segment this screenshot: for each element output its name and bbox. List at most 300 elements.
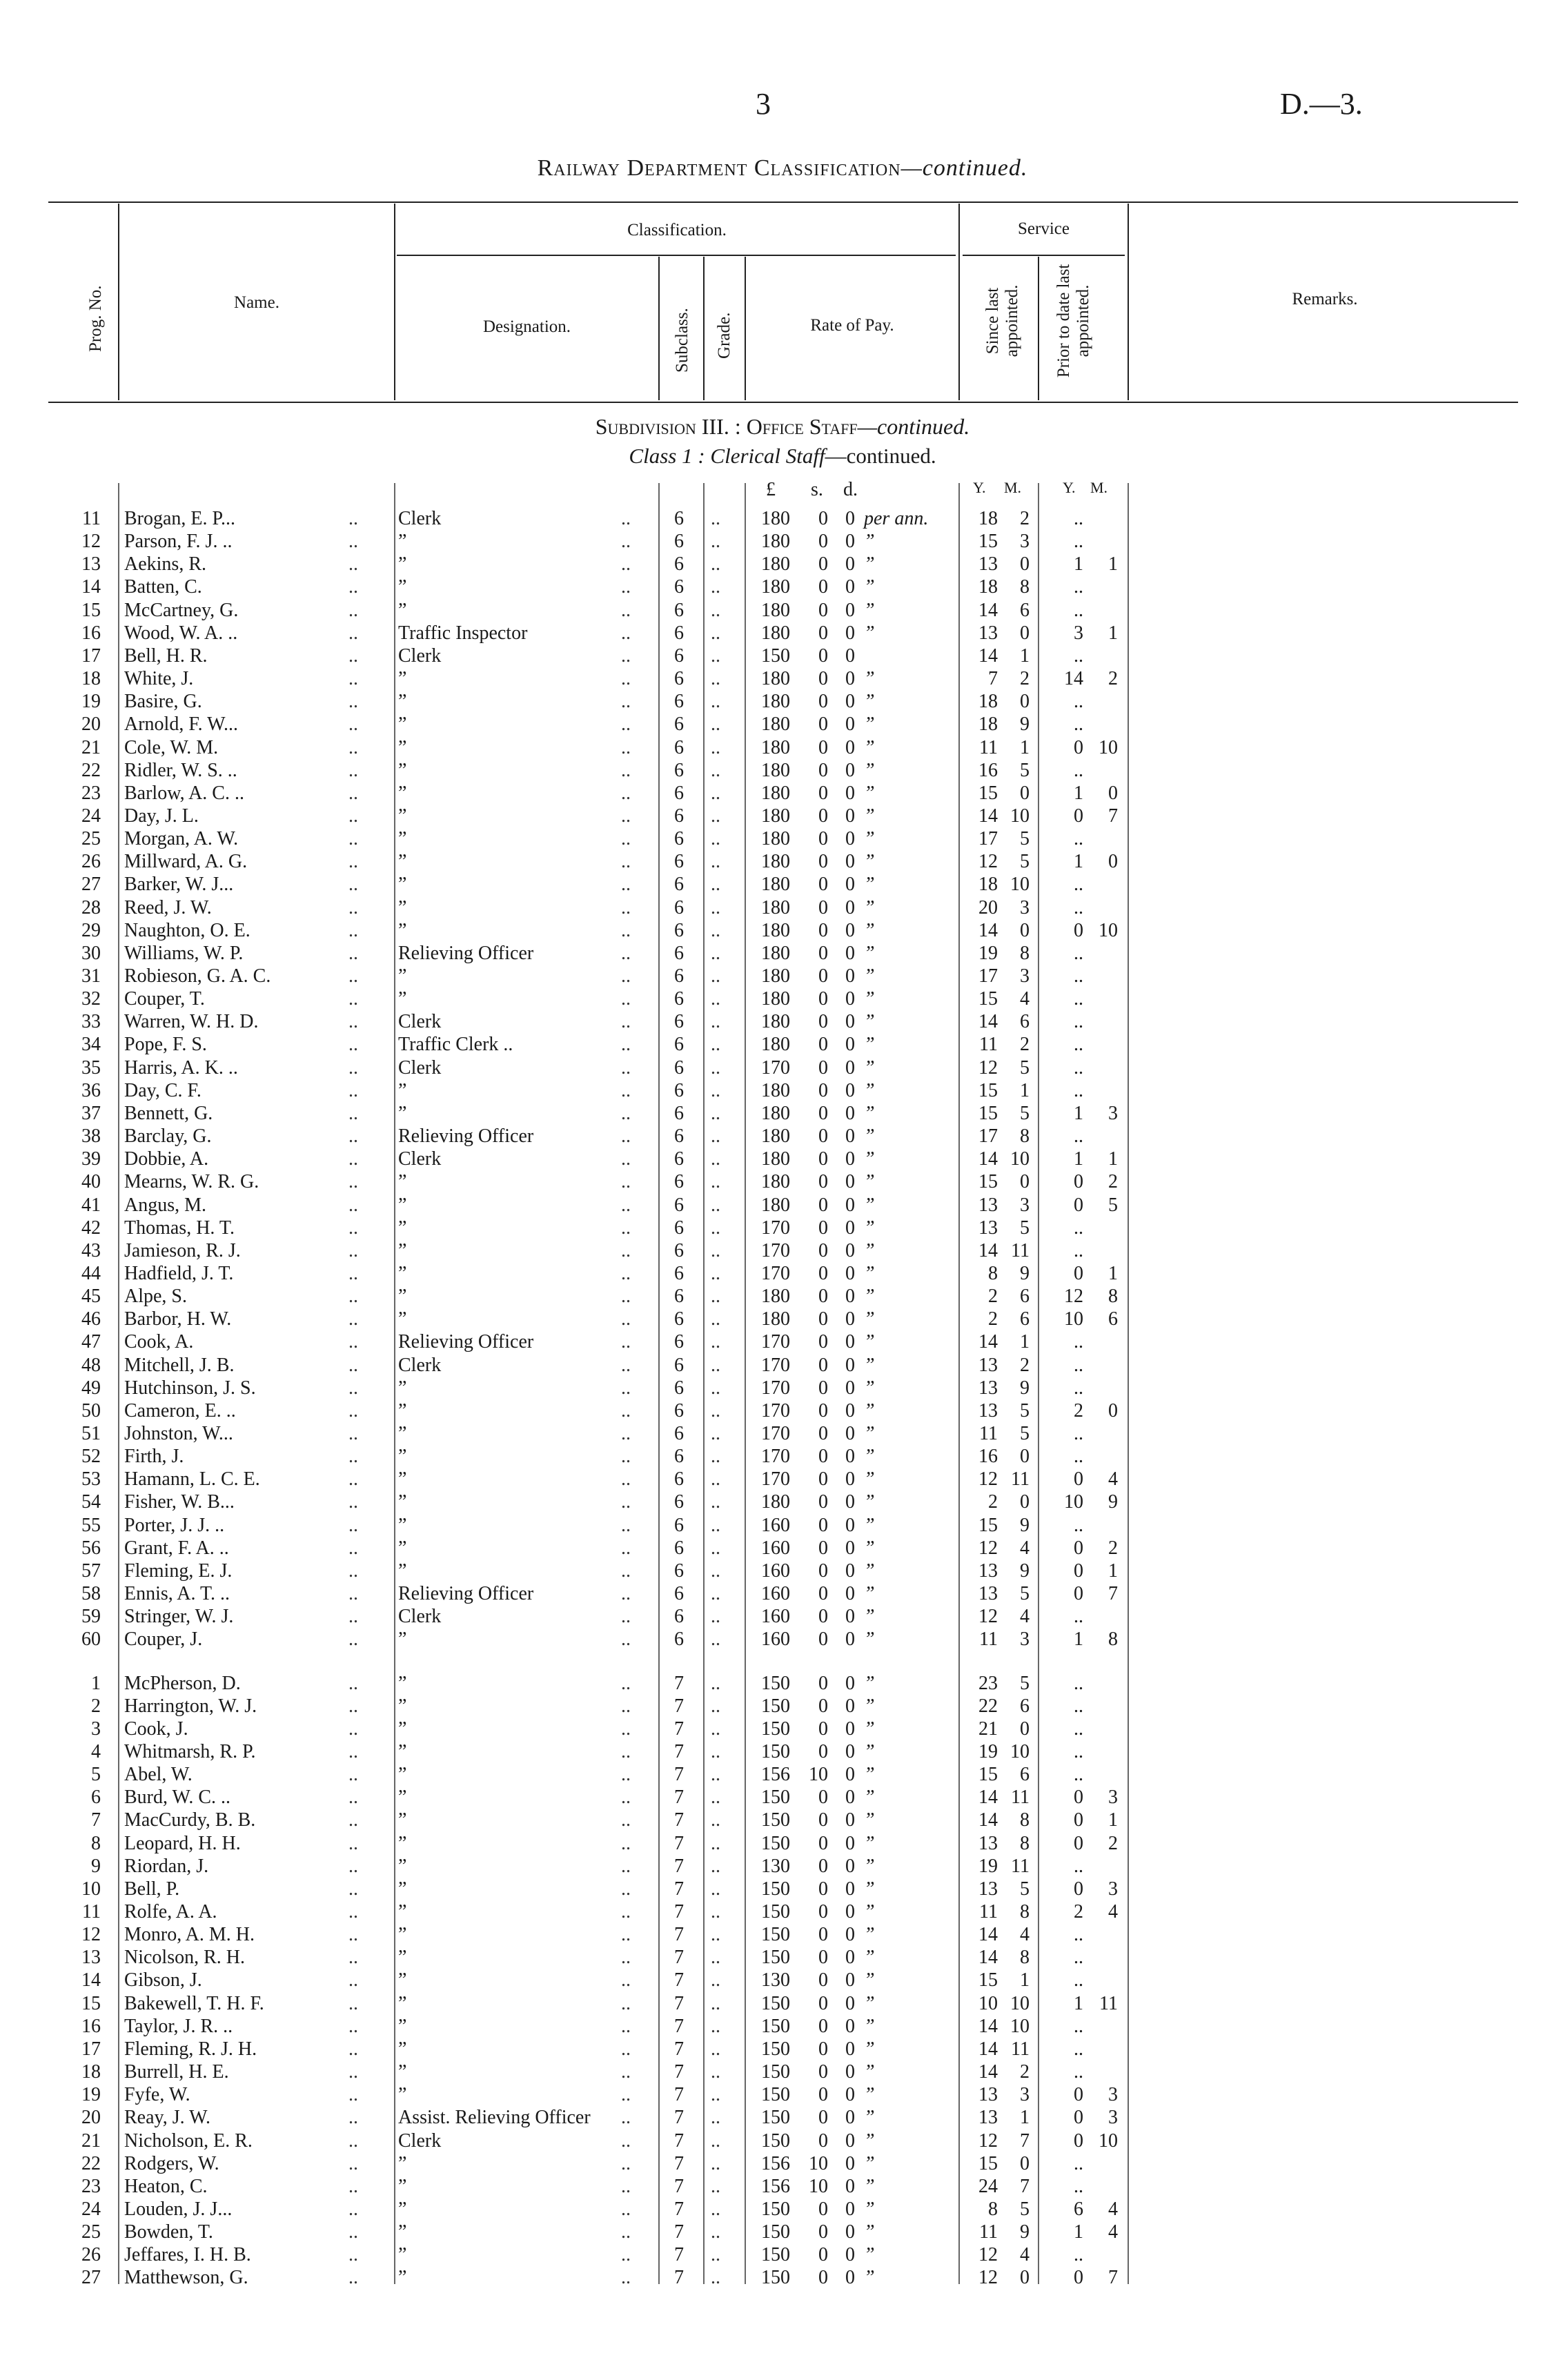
subclass: 7 [674, 2038, 684, 2060]
staff-name: Wood, W. A. .. [124, 622, 238, 644]
designation: ” [398, 1809, 407, 1831]
subclass: 6 [674, 874, 684, 896]
table-row [0, 736, 1565, 759]
leader-dots: .. [621, 1423, 631, 1444]
pay-period: ” [864, 2198, 875, 2220]
designation: ” [398, 2015, 407, 2037]
pay-pounds: 156 [761, 2152, 790, 2174]
staff-name: Whitmarsh, R. P. [124, 1740, 256, 1762]
pay-pounds: 160 [761, 1606, 790, 1628]
pay-period: ” [864, 599, 875, 621]
since-years: 14 [978, 1011, 998, 1033]
pay-shillings: 0 [818, 2267, 828, 2289]
since-months: 4 [1020, 2244, 1030, 2266]
pay-pence: 0 [845, 1125, 855, 1148]
service-header: Service [1018, 219, 1070, 238]
since-months: 11 [1011, 1855, 1030, 1877]
table-row [0, 1170, 1565, 1193]
pay-period: ” [864, 553, 875, 576]
subclass: 6 [674, 691, 684, 713]
staff-name: White, J. [124, 668, 194, 690]
pay-pounds: 150 [761, 2015, 790, 2037]
pay-pounds: 180 [761, 714, 790, 736]
leader-dots: .. [621, 1034, 631, 1056]
since-months: 10 [1010, 1740, 1030, 1762]
leader-dots: .. [621, 1969, 631, 1991]
designation: Relieving Officer [398, 942, 534, 964]
pay-shillings: 0 [818, 1583, 828, 1605]
leader-dots: .. [621, 851, 631, 873]
prog-no: 32 [81, 988, 101, 1010]
leader-dots: .. [621, 942, 631, 964]
staff-name: Leopard, H. H. [124, 1832, 241, 1854]
leader-dots: .. [711, 1056, 720, 1079]
prior-years: .. [1074, 1011, 1083, 1033]
leader-dots: .. [711, 1514, 720, 1536]
designation: ” [398, 759, 407, 781]
prior-months: 2 [1108, 668, 1118, 690]
since-years: 23 [978, 1672, 998, 1694]
prior-years: 0 [1074, 2130, 1083, 2152]
pay-period: ” [864, 691, 875, 713]
subclass: 7 [674, 2084, 684, 2106]
table-row [0, 2152, 1565, 2175]
leader-dots: .. [711, 896, 720, 918]
table-row [0, 1740, 1565, 1763]
staff-name: Couper, J. [124, 1629, 203, 1651]
leader-dots: .. [711, 2198, 720, 2220]
pay-pence: 0 [845, 1079, 855, 1101]
since-years: 18 [978, 714, 998, 736]
prog-no: 4 [91, 1740, 101, 1762]
pay-period: ” [864, 1148, 875, 1170]
leader-dots: .. [711, 1171, 720, 1193]
pay-period: ” [864, 1262, 875, 1284]
staff-name: Jeffares, I. H. B. [124, 2244, 251, 2266]
page-title-continued: —continued. [900, 155, 1028, 181]
pay-pence: 0 [845, 2038, 855, 2060]
table-row [0, 942, 1565, 965]
prior-years: .. [1074, 1217, 1083, 1239]
designation: ” [398, 1286, 407, 1308]
pay-shillings: 0 [818, 1491, 828, 1513]
pay-shillings: 0 [818, 1832, 828, 1854]
leader-dots: .. [348, 1969, 358, 1991]
table-row [0, 2221, 1565, 2243]
staff-name: Barker, W. J... [124, 874, 234, 896]
prior-months: 4 [1108, 1901, 1118, 1922]
since-months: 2 [1020, 508, 1030, 529]
subclass: 7 [674, 2015, 684, 2037]
pay-shillings: 0 [818, 1878, 828, 1900]
designation: ” [398, 851, 407, 873]
pay-shillings: 0 [818, 1718, 828, 1740]
pay-shillings: 0 [818, 2084, 828, 2106]
subclass: 7 [674, 1969, 684, 1991]
since-months: 11 [1011, 1239, 1030, 1261]
prog-no: 13 [81, 553, 101, 576]
staff-name: Morgan, A. W. [124, 828, 239, 850]
prior-years: 0 [1074, 1878, 1083, 1900]
leader-dots: .. [348, 2267, 358, 2289]
leader-dots: .. [711, 1718, 720, 1740]
subclass: 7 [674, 1878, 684, 1900]
prior-months: 7 [1108, 2267, 1118, 2289]
since-months: 0 [1020, 2267, 1030, 2289]
pay-pounds: 180 [761, 782, 790, 804]
prior-years: .. [1074, 1855, 1083, 1877]
prior-years: .. [1074, 714, 1083, 736]
subclass: 6 [674, 896, 684, 918]
pay-period: ” [864, 874, 875, 896]
pay-period: ” [864, 942, 875, 964]
subclass: 6 [674, 576, 684, 598]
staff-name: McPherson, D. [124, 1672, 241, 1694]
since-months: 0 [1020, 622, 1030, 644]
table-row [0, 1262, 1565, 1285]
leader-dots: .. [711, 1992, 720, 2014]
leader-dots: .. [621, 1992, 631, 2014]
pay-shillings: 0 [818, 828, 828, 850]
prog-no: 21 [81, 736, 101, 758]
pay-period: per ann. [864, 508, 929, 529]
pay-pounds: 150 [761, 2221, 790, 2243]
pay-pounds: 150 [761, 1947, 790, 1969]
pay-pounds: 160 [761, 1629, 790, 1651]
pay-period: ” [864, 1560, 875, 1582]
since-years: 15 [978, 782, 998, 804]
unit-years-since: Y. [973, 479, 986, 496]
subclass: 6 [674, 1262, 684, 1284]
pay-pounds: 170 [761, 1423, 790, 1444]
since-months: 1 [1020, 645, 1030, 667]
pay-pounds: 180 [761, 1011, 790, 1033]
staff-name: Mearns, W. R. G. [124, 1171, 259, 1193]
prior-years: .. [1074, 1239, 1083, 1261]
leader-dots: .. [348, 1399, 358, 1422]
prior-months: 0 [1108, 1399, 1118, 1422]
leader-dots: .. [348, 714, 358, 736]
pay-period: ” [864, 988, 875, 1010]
pay-pounds: 180 [761, 1102, 790, 1124]
pay-period: ” [864, 1239, 875, 1261]
table-row [0, 1969, 1565, 1991]
since-months: 3 [1020, 1629, 1030, 1651]
prior-months: 3 [1108, 1878, 1118, 1900]
subclass: 6 [674, 828, 684, 850]
since-years: 13 [978, 1560, 998, 1582]
pay-period: ” [864, 1787, 875, 1809]
since-years: 18 [978, 508, 998, 529]
prior-years: 1 [1074, 1992, 1083, 2014]
pay-shillings: 0 [818, 1399, 828, 1422]
table-row [0, 1148, 1565, 1170]
leader-dots: .. [711, 1901, 720, 1922]
pay-shillings: 0 [818, 988, 828, 1010]
table-row [0, 1354, 1565, 1377]
leader-dots: .. [711, 553, 720, 576]
leader-dots: .. [621, 1446, 631, 1468]
pay-shillings: 0 [818, 1079, 828, 1101]
pay-pence: 0 [845, 691, 855, 713]
leader-dots: .. [348, 553, 358, 576]
pay-pounds: 150 [761, 1740, 790, 1762]
prog-no: 33 [81, 1011, 101, 1033]
pay-period: ” [864, 805, 875, 827]
since-years: 7 [988, 668, 998, 690]
prog-no-header: Prog. No. [86, 285, 105, 352]
table-row [0, 1582, 1565, 1605]
leader-dots: .. [711, 919, 720, 941]
since-months: 6 [1020, 1011, 1030, 1033]
subclass: 6 [674, 1537, 684, 1559]
unit-months-prior: M. [1090, 479, 1108, 496]
prior-years: 0 [1074, 1171, 1083, 1193]
designation: ” [398, 2152, 407, 2174]
designation: ” [398, 2244, 407, 2266]
since-years: 15 [978, 2152, 998, 2174]
leader-dots: .. [621, 1514, 631, 1536]
since-months: 9 [1020, 2221, 1030, 2243]
table-row [0, 2106, 1565, 2129]
staff-name: Thomas, H. T. [124, 1217, 235, 1239]
leader-dots: .. [621, 1606, 631, 1628]
pay-pounds: 150 [761, 1718, 790, 1740]
remarks-header: Remarks. [1292, 290, 1358, 308]
leader-dots: .. [348, 2061, 358, 2083]
pay-pounds: 180 [761, 531, 790, 553]
since-months: 0 [1020, 782, 1030, 804]
pay-pence: 0 [845, 1354, 855, 1376]
pay-pounds: 180 [761, 508, 790, 529]
pay-shillings: 0 [818, 1924, 828, 1946]
prior-years: .. [1074, 874, 1083, 896]
designation: Relieving Officer [398, 1583, 534, 1605]
since-months: 0 [1020, 1718, 1030, 1740]
leader-dots: .. [348, 1718, 358, 1740]
since-months: 0 [1020, 2152, 1030, 2174]
prior-years: .. [1074, 828, 1083, 850]
staff-name: Aekins, R. [124, 553, 206, 576]
pay-period: ” [864, 1924, 875, 1946]
table-row [0, 2083, 1565, 2106]
leader-dots: .. [348, 1606, 358, 1628]
pay-pence: 0 [845, 1560, 855, 1582]
subclass: 6 [674, 1331, 684, 1353]
designation: Clerk [398, 1148, 442, 1170]
prior-years: .. [1074, 896, 1083, 918]
since-years: 14 [978, 919, 998, 941]
leader-dots: .. [621, 1491, 631, 1513]
designation: ” [398, 1491, 407, 1513]
leader-dots: .. [621, 782, 631, 804]
pay-pounds: 170 [761, 1239, 790, 1261]
leader-dots: .. [621, 2084, 631, 2106]
prior-years: .. [1074, 1947, 1083, 1969]
pay-pounds: 150 [761, 1672, 790, 1694]
since-years: 13 [978, 1878, 998, 1900]
pay-pence: 0 [845, 2084, 855, 2106]
pay-pence: 0 [845, 2221, 855, 2243]
leader-dots: .. [621, 645, 631, 667]
staff-name: Grant, F. A. .. [124, 1537, 229, 1559]
pay-pounds: 180 [761, 828, 790, 850]
pay-shillings: 0 [818, 1446, 828, 1468]
table-row [0, 1672, 1565, 1695]
pay-period: ” [864, 1446, 875, 1468]
pay-period: ” [864, 1308, 875, 1330]
pay-pence: 0 [845, 805, 855, 827]
subclass: 7 [674, 2267, 684, 2289]
pay-pence: 0 [845, 1239, 855, 1261]
prior-months: 7 [1108, 1583, 1118, 1605]
staff-name: Rodgers, W. [124, 2152, 219, 2174]
staff-name: Angus, M. [124, 1194, 207, 1216]
staff-name: Bowden, T. [124, 2221, 213, 2243]
subclass: 6 [674, 1560, 684, 1582]
pay-shillings: 0 [818, 919, 828, 941]
prog-no: 23 [81, 782, 101, 804]
prog-no: 38 [81, 1125, 101, 1148]
pay-period: ” [864, 1011, 875, 1033]
pay-pounds: 170 [761, 1354, 790, 1376]
designation: Clerk [398, 1606, 442, 1628]
leader-dots: .. [348, 1514, 358, 1536]
prog-no: 18 [81, 668, 101, 690]
leader-dots: .. [348, 576, 358, 598]
leader-dots: .. [621, 828, 631, 850]
staff-name: Bell, P. [124, 1878, 180, 1900]
prog-no: 14 [81, 576, 101, 598]
leader-dots: .. [348, 1102, 358, 1124]
leader-dots: .. [621, 874, 631, 896]
table-row [0, 1855, 1565, 1878]
designation: ” [398, 553, 407, 576]
leader-dots: .. [711, 1740, 720, 1762]
designation: ” [398, 965, 407, 987]
leader-dots: .. [621, 805, 631, 827]
leader-dots: .. [621, 531, 631, 553]
since-months: 5 [1020, 851, 1030, 873]
pay-pence: 0 [845, 1924, 855, 1946]
designation: ” [398, 1764, 407, 1786]
leader-dots: .. [711, 2107, 720, 2129]
since-months: 5 [1020, 1056, 1030, 1079]
leader-dots: .. [711, 1308, 720, 1330]
pay-pence: 0 [845, 1468, 855, 1491]
leader-dots: .. [711, 1239, 720, 1261]
designation: ” [398, 2198, 407, 2220]
designation: Assist. Relieving Officer [398, 2107, 591, 2129]
subclass: 7 [674, 1764, 684, 1786]
table-row [0, 1718, 1565, 1740]
pay-pence: 0 [845, 1787, 855, 1809]
pay-period: ” [864, 2175, 875, 2197]
pay-pence: 0 [845, 1901, 855, 1922]
staff-name: Burrell, H. E. [124, 2061, 229, 2083]
table-row [0, 1377, 1565, 1399]
staff-name: Cook, J. [124, 1718, 188, 1740]
prog-no: 10 [81, 1878, 101, 1900]
leader-dots: .. [711, 874, 720, 896]
leader-dots: .. [348, 1878, 358, 1900]
since-months: 5 [1020, 1672, 1030, 1694]
prior-years: 6 [1074, 2198, 1083, 2220]
table-row [0, 1445, 1565, 1468]
pay-pounds: 130 [761, 1969, 790, 1991]
pay-pounds: 170 [761, 1399, 790, 1422]
since-years: 14 [978, 599, 998, 621]
leader-dots: .. [348, 736, 358, 758]
prior-years: .. [1074, 1034, 1083, 1056]
table-row [0, 2175, 1565, 2198]
prog-no: 27 [81, 874, 101, 896]
prog-no: 19 [81, 691, 101, 713]
prior-months: 1 [1108, 1809, 1118, 1831]
table-row [0, 919, 1565, 942]
prog-no: 20 [81, 2107, 101, 2129]
subclass: 7 [674, 1740, 684, 1762]
table-row [0, 1786, 1565, 1809]
pay-pence: 0 [845, 1034, 855, 1056]
pay-period: ” [864, 2130, 875, 2152]
pay-period: ” [864, 714, 875, 736]
prog-no: 15 [81, 1992, 101, 2014]
pay-pence: 0 [845, 1399, 855, 1422]
since-years: 13 [978, 1583, 998, 1605]
designation: Clerk [398, 1354, 442, 1376]
staff-name: Cole, W. M. [124, 736, 219, 758]
since-years: 14 [978, 1239, 998, 1261]
leader-dots: .. [348, 1423, 358, 1444]
pay-pence: 0 [845, 1423, 855, 1444]
prog-no: 5 [91, 1764, 101, 1786]
subclass: 6 [674, 1102, 684, 1124]
subclass: 6 [674, 531, 684, 553]
subclass: 6 [674, 1125, 684, 1148]
subclass: 6 [674, 1514, 684, 1536]
staff-name: Alpe, S. [124, 1286, 187, 1308]
pay-pounds: 150 [761, 2198, 790, 2220]
leader-dots: .. [711, 1102, 720, 1124]
leader-dots: .. [348, 1194, 358, 1216]
leader-dots: .. [711, 782, 720, 804]
table-row [0, 690, 1565, 713]
leader-dots: .. [711, 668, 720, 690]
pay-period: ” [864, 1056, 875, 1079]
designation: ” [398, 2221, 407, 2243]
table-row [0, 507, 1565, 530]
leader-dots: .. [348, 2244, 358, 2266]
prior-years: .. [1074, 508, 1083, 529]
grade-header: Grade. [715, 312, 734, 359]
leader-dots: .. [621, 1239, 631, 1261]
since-months: 5 [1020, 1399, 1030, 1422]
prior-years: 0 [1074, 1194, 1083, 1216]
subclass: 6 [674, 622, 684, 644]
leader-dots: .. [348, 828, 358, 850]
staff-name: Dobbie, A. [124, 1148, 209, 1170]
since-years: 14 [978, 2061, 998, 2083]
leader-dots: .. [348, 1125, 358, 1148]
pay-pence: 0 [845, 599, 855, 621]
table-row [0, 2266, 1565, 2289]
pay-pence: 0 [845, 2152, 855, 2174]
pay-pence: 0 [845, 2267, 855, 2289]
pay-pence: 0 [845, 1855, 855, 1877]
table-row [0, 1079, 1565, 1102]
pay-pence: 0 [845, 942, 855, 964]
